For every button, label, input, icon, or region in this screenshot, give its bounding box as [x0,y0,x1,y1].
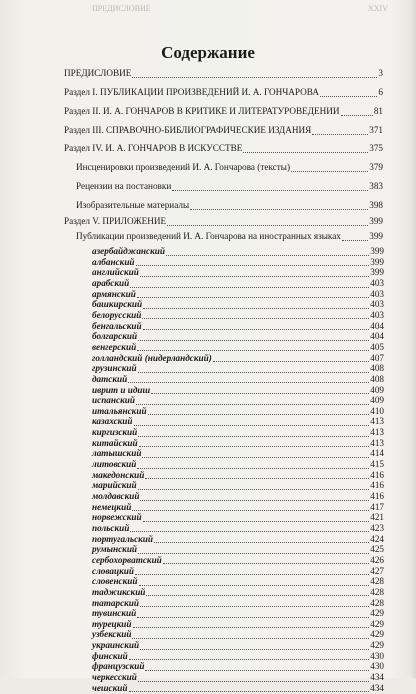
toc-entry-label: татарский [92,597,140,608]
dot-leader [139,577,370,586]
toc-entry-page-number: 417 [370,501,384,512]
toc-entry-label: английский [92,267,139,278]
toc-entry-label: датский [92,373,128,384]
toc-entry-label: казахский [92,416,133,427]
toc-entry-page-number: 430 [370,650,384,661]
dot-leader [213,353,369,362]
toc-entry-page-number: 399 [369,216,383,226]
toc-entry-page-number: 428 [370,586,384,597]
dot-leader [167,217,368,226]
dot-leader [312,126,368,135]
dot-leader [140,492,369,501]
toc-entry-label: голландский (нидерландский) [92,352,212,363]
dot-leader [342,232,368,241]
toc-entry-label: ПРЕДИСЛОВИЕ [64,68,132,78]
toc-entry-label: белорусский [92,309,142,320]
toc-entry-page-number: 423 [370,522,384,533]
dot-leader [166,247,369,256]
toc-entry-page-number: 3 [378,68,383,78]
toc-entry-label: молдавский [92,491,140,501]
toc-entry-label: испанский [92,395,135,406]
toc-entry-label: Раздел I. ПУБЛИКАЦИИ ПРОИЗВЕДЕНИЙ И. А. ГОНЧАРОВА [64,87,319,97]
toc-entry-page-number: 429 [370,640,384,651]
toc-entry-page-number: 403 [370,288,384,299]
toc-entry-page-number: 379 [369,162,383,172]
toc-entry-label: Раздел III. СПРАВОЧНО-БИБЛИОГРАФИЧЕСКИЕ ИЗДАНИЯ [64,125,312,135]
toc-entry-label: китайский [92,437,138,448]
toc-entry-page-number: 403 [370,299,384,310]
toc-entry-page-number: 408 [370,363,384,374]
dot-leader [129,683,370,692]
dot-leader [142,449,369,458]
toc-entry-label: турецкий [92,618,132,629]
toc-entry-page-number: 398 [369,200,383,210]
toc-entry-page-number: 413 [370,416,384,427]
toc-entry-page-number: 413 [370,437,384,448]
toc-entry-page-number: 410 [370,405,384,416]
toc-entry-label: французский [92,661,145,672]
dot-leader [132,502,369,511]
toc-entry-label: словацкий [92,565,135,576]
toc-section-entry[interactable] [64,142,383,154]
dot-leader [134,417,370,426]
dot-leader [138,545,369,554]
toc-entry-label: латышский [92,448,142,459]
dot-leader [133,619,370,628]
dot-leader [143,300,369,309]
toc-entry-label: Раздел IV. И. А. ГОНЧАРОВ В ИСКУССТВЕ [64,143,243,153]
dot-leader [243,144,368,153]
toc-entry-page-number: 404 [370,331,384,342]
dot-leader [136,396,369,405]
toc-entry-label: украинский [92,640,140,651]
toc-subsection-entry[interactable] [76,161,383,173]
toc-entry-page-number: 429 [370,629,384,640]
toc-entry-label: Раздел II. И. А. ГОНЧАРОВ В КРИТИКЕ И ЛИТЕРАТУРОВЕДЕНИИ [64,106,340,116]
toc-entry-page-number: 416 [370,480,384,491]
toc-entry-page-number: 409 [370,384,384,395]
toc-entry-label: португальский [92,533,154,544]
running-head-page-number: XXIV [368,4,388,13]
toc-entry-label: таджикский [92,586,146,597]
toc-entry-label: венгерский [92,341,137,352]
toc-entry-page-number: 6 [378,87,383,97]
dot-leader [143,513,370,522]
dot-leader [137,609,369,618]
toc-entry-label: башкирский [92,299,143,310]
toc-entry-label: Рецензии на постановки [76,181,172,191]
toc-entry-label: армянский [92,288,136,299]
toc-entry-page-number: 416 [370,469,384,480]
toc-entry-label: узбекский [92,629,132,640]
toc-entry-page-number: 427 [370,565,384,576]
dot-leader [129,651,369,660]
toc-entry-page-number: 399 [369,231,383,241]
dot-leader [138,364,370,373]
dot-leader [140,268,369,277]
toc-entry-label: Инсценировки произведений И. А. Гончарова (тексты) [76,162,291,172]
dot-leader [132,630,369,639]
toc-entry-page-number: 434 [370,672,384,682]
dot-leader [172,182,368,191]
toc-section-entry[interactable] [64,215,383,227]
dot-leader [138,428,369,437]
toc-entry-label: чешский [92,682,128,693]
dot-leader [190,201,368,210]
toc-entry-label: албанский [92,256,135,267]
dot-leader [163,555,369,564]
dot-leader [148,406,370,415]
dot-leader [145,470,369,479]
toc-entry-page-number: 408 [370,373,384,384]
dot-leader [145,662,369,671]
toc-entry-label: болгарский [92,331,138,342]
toc-entry-page-number: 426 [370,554,384,565]
dot-leader [137,342,369,351]
dot-leader [128,374,369,383]
dot-leader [137,460,369,469]
dot-leader [140,598,369,607]
toc-entry-page-number: 415 [370,459,384,469]
toc-entry-page-number: 425 [370,544,384,555]
page-edge-shadow [410,0,416,678]
running-head-left: ПРЕДИСЛОВИЕ [92,4,151,13]
toc-entry-page-number: 416 [370,491,384,501]
toc-entry-page-number: 421 [370,512,384,523]
toc-entry-page-number: 407 [370,352,384,363]
toc-entry-page-number: 399 [370,267,384,278]
dot-leader [320,88,377,97]
dot-leader [151,385,369,394]
toc-entry-page-number: 403 [370,278,384,288]
toc-entry-page-number: 371 [369,125,383,135]
toc-entry-page-number: 429 [370,608,384,619]
toc-entry-page-number: 405 [370,341,384,352]
dot-leader [135,566,369,575]
toc-entry-page-number: 399 [370,256,384,267]
toc-entry-label: норвежский [92,512,142,523]
dot-leader [142,310,369,319]
toc-subsection-entry[interactable] [76,180,383,192]
toc-section-entry[interactable] [64,124,383,136]
toc-entry-page-number: 404 [370,320,384,331]
dot-leader [137,289,369,298]
toc-entry-page-number: 399 [370,246,384,256]
toc-entry-label: бенгальский [92,320,142,331]
dot-leader [140,641,369,650]
toc-entry-page-number: 434 [370,682,384,693]
toc-entry-page-number: 81 [373,106,383,116]
toc-entry-page-number: 430 [370,661,384,672]
toc-entry-label: сербохорватский [92,554,162,565]
page-title: Содержание [161,43,255,62]
dot-leader [139,438,370,447]
dot-leader [138,332,369,341]
toc-entry-label: черкесский [92,672,137,682]
dot-leader [291,163,368,172]
toc-entry-label: Изобразительные материалы [76,200,190,210]
toc-section-entry[interactable] [64,86,383,98]
dot-leader [130,523,369,532]
toc-entry-label: литовский [92,459,137,469]
toc-language-entry[interactable] [92,682,384,694]
toc-entry-label: арабский [92,278,130,288]
dot-leader [146,587,369,596]
toc-entry-label: иврит и идиш [92,384,151,395]
toc-entry-label: марийский [92,480,137,491]
toc-entry-page-number: 383 [369,181,383,191]
toc-subsection-entry[interactable] [76,199,383,211]
toc-entry-label: финский [92,650,128,661]
toc-section-entry[interactable] [64,105,383,117]
toc-entry-label: грузинский [92,363,137,374]
toc-entry-page-number: 429 [370,618,384,629]
toc-entry-label: Раздел V. ПРИЛОЖЕНИЕ [64,216,167,226]
toc-entry-page-number: 413 [370,427,384,438]
toc-section-entry[interactable] [64,67,383,79]
toc-subsection-entry[interactable] [76,230,383,242]
toc-entry-page-number: 375 [369,143,383,153]
toc-entry-page-number: 428 [370,597,384,608]
dot-leader [341,107,373,116]
dot-leader [132,69,377,78]
dot-leader [136,257,370,266]
toc-entry-label: Публикации произведений И. А. Гончарова на иностранных языках [76,231,341,241]
toc-entry-label: македонский [92,469,145,480]
toc-entry-page-number: 403 [370,309,384,320]
toc-entry-label: словенский [92,576,138,587]
toc-entry-page-number: 428 [370,576,384,587]
dot-leader [154,534,369,543]
toc-entry-label: киргизский [92,427,138,438]
dot-leader [138,673,369,682]
dot-leader [143,321,370,330]
toc-entry-label: польский [92,522,130,533]
toc-entry-label: румынский [92,544,138,555]
toc-entry-page-number: 414 [370,448,384,459]
toc-entry-page-number: 409 [370,395,384,406]
toc-entry-label: итальянский [92,405,147,416]
toc-entry-page-number: 424 [370,533,384,544]
dot-leader [130,279,369,288]
dot-leader [138,481,370,490]
toc-entry-label: тувинский [92,608,137,619]
toc-entry-label: азербайджанский [92,246,165,256]
toc-entry-label: немецкий [92,501,132,512]
